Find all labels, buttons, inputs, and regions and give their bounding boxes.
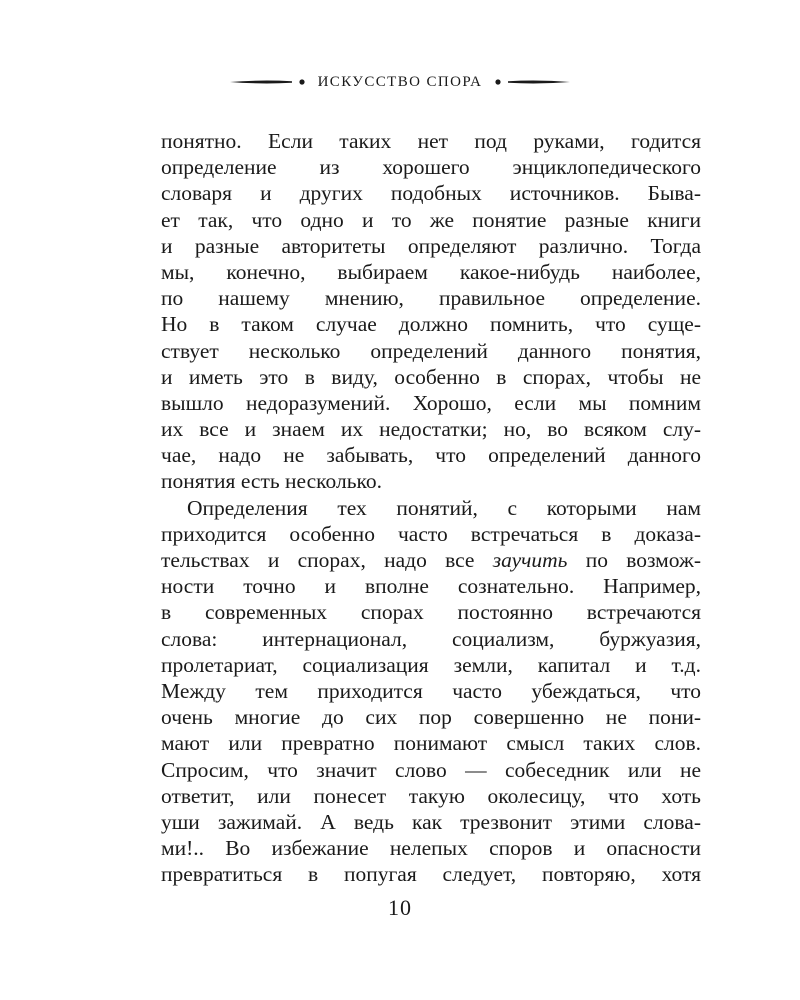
text-line: ности точно и вполне сознательно. Например, [161, 574, 701, 599]
text-line: определение из хорошего энциклопедического [161, 155, 701, 180]
page-number: 10 [388, 895, 412, 920]
text-line: ответит, или понесет такую околесицу, что хоть [161, 783, 701, 808]
text-line: пролетариат, социализация земли, капитал и т.д. [161, 652, 701, 677]
text-line: ми!.. Во избежание нелепых споров и опасности [161, 836, 701, 861]
paragraph-2 [161, 495, 701, 888]
text-line: превратиться в попугая следует, повторяю, хотя [161, 862, 701, 887]
text-line: уши зажимай. А ведь как трезвонит этими слова- [161, 809, 701, 834]
text-line: понятия есть несколько. [161, 469, 382, 494]
text-line: словаря и других подобных источников. Быва- [161, 181, 701, 206]
text-line: Между тем приходится часто убеждаться, что [161, 678, 701, 703]
text-line: очень многие до сих пор совершенно не пони- [161, 705, 701, 730]
text-segment: тельствах и спорах, надо все [161, 548, 493, 572]
running-header [0, 70, 800, 94]
text-line: приходится особенно часто встречаться в доказа- [161, 521, 701, 546]
text-line: мают или превратно понимают смысл таких слов. [161, 731, 701, 756]
text-line: слова: интернационал, социализм, буржуазия, [161, 626, 701, 651]
text-line: ет так, что одно и то же понятие разные книги [161, 207, 701, 232]
text-line: по нашему мнению, правильное определение. [161, 286, 701, 311]
text-line: и иметь это в виду, особенно в спорах, чтобы не [161, 364, 701, 389]
right-ornament-icon [492, 77, 570, 87]
text-line: в современных спорах постоянно встречаются [161, 600, 701, 625]
text-line: ствует несколько определений данного понятия, [161, 338, 701, 363]
text-line: Определения тех понятий, с которыми нам [187, 495, 701, 520]
text-line: вышло недоразумений. Хорошо, если мы помним [161, 390, 701, 415]
text-line [161, 547, 701, 573]
running-title: ИСКУССТВО СПОРА [317, 73, 483, 90]
emphasized-word: заучить [492, 548, 568, 572]
text-line: Но в таком случае должно помнить, что суще- [161, 312, 701, 337]
text-line: чае, надо не забывать, что определений данного [161, 443, 701, 468]
paragraph-1 [161, 128, 701, 495]
text-line: Спросим, что значит слово — собеседник или не [161, 757, 701, 782]
text-line: понятно. Если таких нет под руками, годится [161, 129, 701, 153]
body-text [161, 128, 701, 887]
text-line: и разные авторитеты определяют различно. Тогда [161, 233, 701, 258]
left-ornament-icon [230, 77, 308, 87]
text-segment: по возмож- [567, 548, 701, 572]
text-line: мы, конечно, выбираем какое-нибудь наиболее, [161, 259, 701, 284]
text-line: их все и знаем их недостатки; но, во всяком слу- [161, 417, 701, 442]
